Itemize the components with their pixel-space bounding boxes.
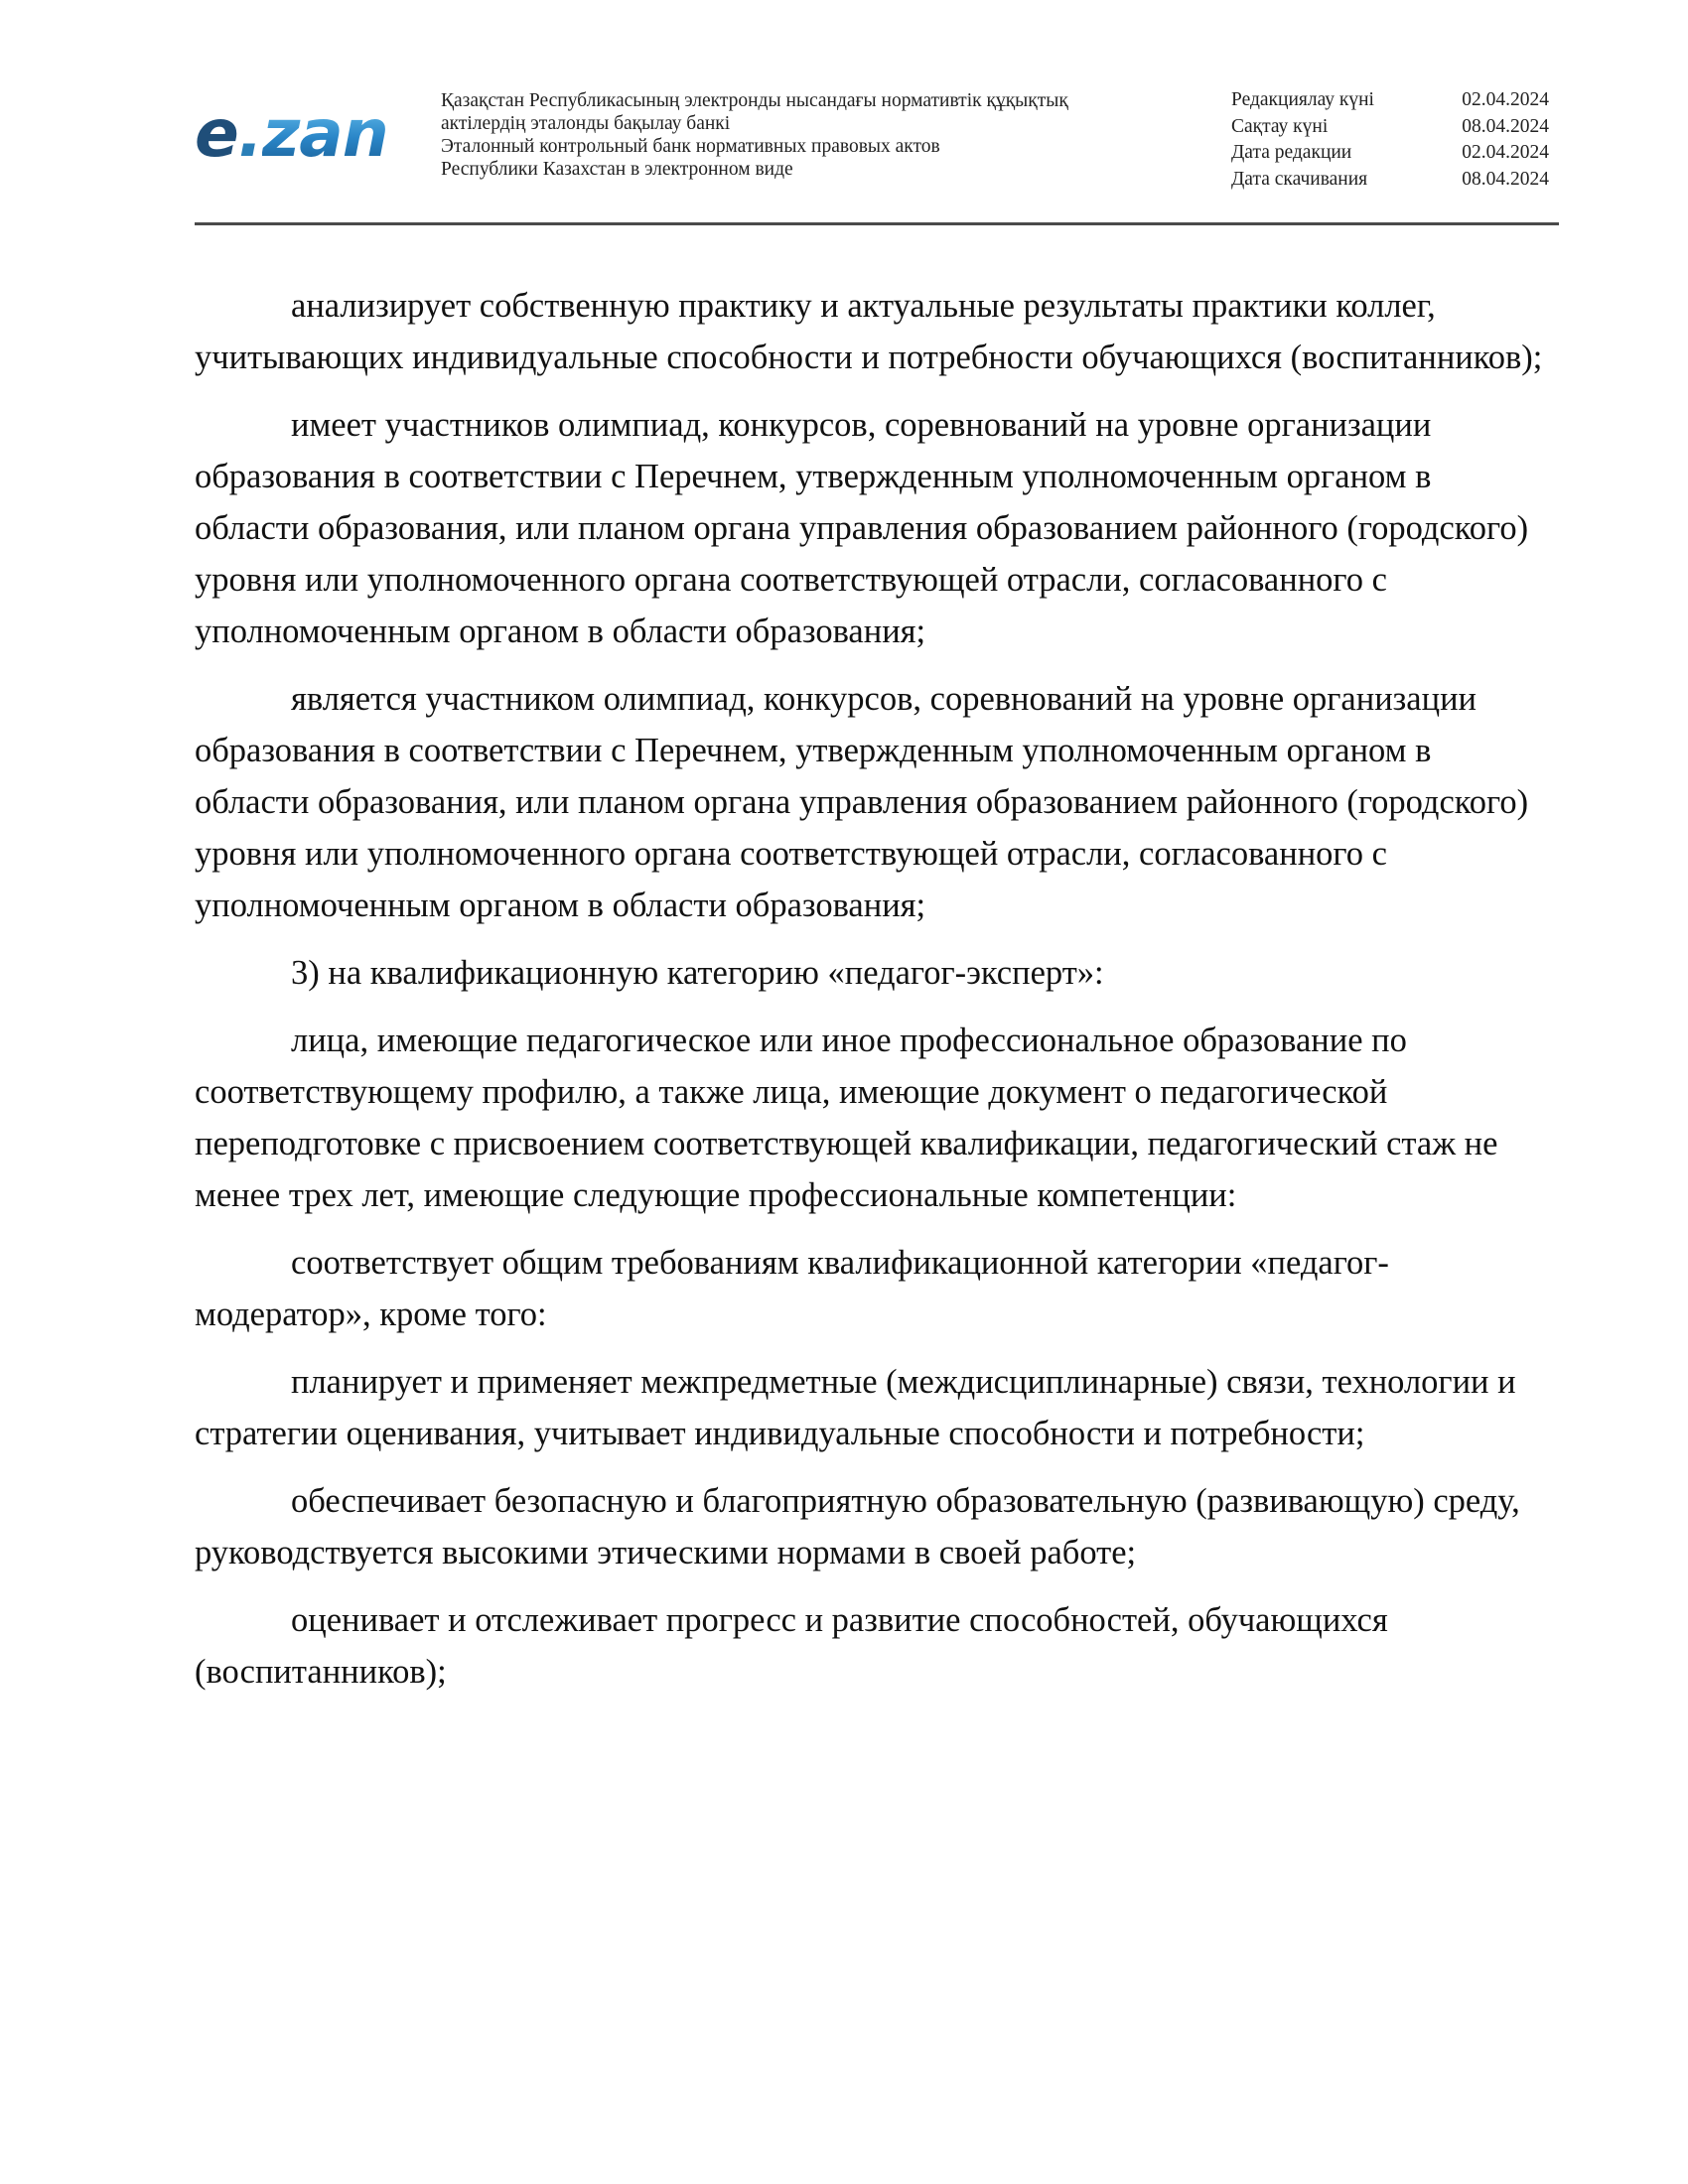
paragraph: является участником олимпиад, конкурсов, соревнований на уровне организации образования в соответствии с Перечнем, утвержденным уполномоченным органом в области образования, или планом органа управления образованием районного (городского) уровня или уполномоченного органа соответствующей отрасли, согласованного с уполномоченным органом в области образования;: [195, 680, 1529, 924]
paragraph: соответствует общим требованиям квалификационной категории «педагог-модератор», кроме того:: [195, 1244, 1389, 1333]
meta-label: Дата редакции: [1231, 142, 1352, 163]
meta-row-download-date-ru: [1231, 167, 1549, 194]
org-line: Республики Казахстан в электронном виде: [441, 159, 793, 180]
logo-e: e: [195, 95, 238, 172]
org-line: Қазақстан Республикасының электронды нысандағы нормативтік құқықтық: [441, 90, 1068, 111]
document-body: [195, 280, 1545, 1713]
header-divider: [195, 222, 1559, 225]
paragraph: 3) на квалификационную категорию «педагог-эксперт»:: [291, 954, 1104, 992]
ezan-logo: [195, 95, 388, 172]
paragraph: обеспечивает безопасную и благоприятную образовательную (развивающую) среду, руководствуется высокими этическими нормами в своей работе;: [195, 1482, 1520, 1571]
paragraph: имеет участников олимпиад, конкурсов, соревнований на уровне организации образования в соответствии с Перечнем, утвержденным уполномоченным органом в области образования, или планом органа управления образованием районного (городского) уровня или уполномоченного органа соответствующей отрасли, согласованного с уполномоченным органом в области образования;: [195, 406, 1529, 650]
paragraph: анализирует собственную практику и актуальные результаты практики коллег, учитывающих индивидуальные способности и потребности обучающихся (воспитанников);: [195, 287, 1543, 376]
logo-zan: zan: [261, 95, 388, 172]
paragraph: лица, имеющие педагогическое или иное профессиональное образование по соответствующему профилю, а также лица, имеющие документ о педагогической переподготовке с присвоением соответствующей квалификации, педагогический стаж не менее трех лет, имеющие следующие профессиональные компетенции:: [195, 1022, 1498, 1214]
meta-value: 02.04.2024: [1462, 89, 1549, 110]
logo-dot: .: [237, 95, 262, 172]
meta-label: Редакциялау күні: [1231, 89, 1374, 110]
org-line: актілердің эталонды бақылау банкі: [441, 113, 731, 134]
meta-row-edit-date-kz: [1231, 87, 1549, 114]
meta-value: 08.04.2024: [1462, 115, 1549, 137]
meta-row-edit-date-ru: [1231, 140, 1549, 167]
header-dates: [1231, 87, 1549, 193]
meta-row-save-date-kz: [1231, 114, 1549, 141]
paragraph: планирует и применяет межпредметные (междисциплинарные) связи, технологии и стратегии оценивания, учитывает индивидуальные способности и потребности;: [195, 1363, 1516, 1452]
meta-value: 08.04.2024: [1462, 168, 1549, 190]
meta-label: Сақтау күні: [1231, 115, 1329, 137]
paragraph: оценивает и отслеживает прогресс и развитие способностей, обучающихся (воспитанников);: [195, 1601, 1388, 1691]
meta-value: 02.04.2024: [1462, 142, 1549, 163]
meta-label: Дата скачивания: [1231, 168, 1368, 190]
header-organization: [441, 89, 1196, 181]
org-line: Эталонный контрольный банк нормативных правовых актов: [441, 136, 940, 157]
